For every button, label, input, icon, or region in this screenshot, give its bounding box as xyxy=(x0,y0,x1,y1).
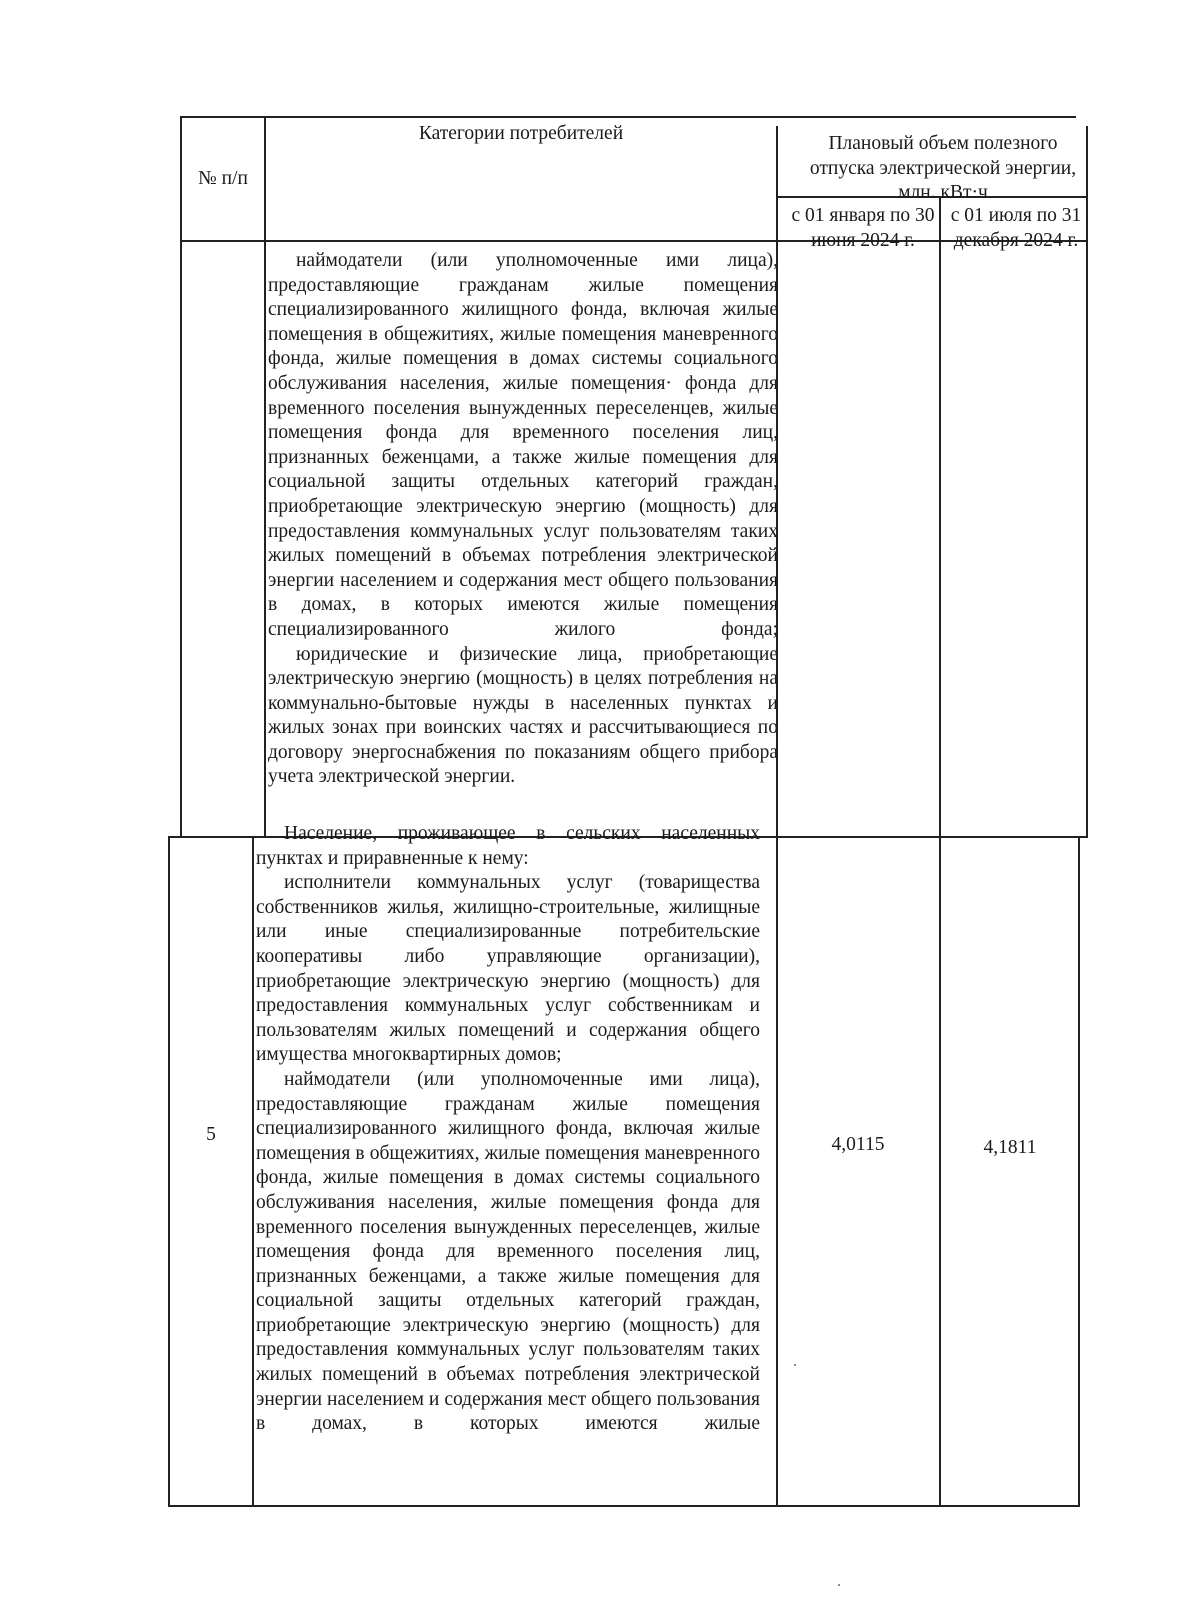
row-5-value-period-2: 4,1811 xyxy=(983,1136,1037,1158)
num-col-divider-lower xyxy=(252,836,254,1506)
header-period-2: с 01 июля по 31 декабря 2024 г. xyxy=(950,205,1082,251)
table-border-left-lower xyxy=(168,836,170,1506)
scan-speck xyxy=(794,1364,796,1366)
table-row-continuation xyxy=(268,249,778,790)
header-volume: Плановый объем полезного отпуска электрической энергии, млн. кВт·ч xyxy=(809,133,1077,204)
scan-speck xyxy=(838,1584,840,1586)
row2-paragraph-1: Население, проживающее в сельских населенных пунктах и приравненные к нему: xyxy=(256,823,760,869)
row2-paragraph-2: исполнители коммунальных услуг (товарищества собственников жилья, жилищно-строительные, жилищные или иные специализированные потребительские кооперативы либо управляющие организации), приобретающие электрическую энергию (мощность) для предоставления коммунальных услуг собственникам и пользователям жилых помещений и содержания общего имущества многоквартирных домов; xyxy=(256,872,760,1066)
header-period-1: с 01 января по 30 июня 2024 г. xyxy=(791,205,935,251)
table-border-right-lower xyxy=(1078,836,1080,1506)
header-category: Категории потребителей xyxy=(418,123,624,144)
table-row-5-category xyxy=(256,822,760,1437)
row1-paragraph-1: наймодатели (или уполномоченные ими лица), предоставляющие гражданам жилые помещения специализированного жилищного фонда, включая жилые помещения в общежитиях, жилые помещения маневренного фонда, жилые помещения в домах системы социального обслуживания населения, жилые помещения· фонда для временного поселения вынужденных переселенцев, жилые помещения фонда для временного поселения лиц, признанных беженцами, а также жилые помещения для социальной защиты отдельных категорий граждан, приобретающие электрическую энергию (мощность) для предоставления коммунальных услуг пользователям таких жилых помещений в объемах потребления электрической энергии населением и содержания мест общего пользования в домах, в которых имеются жилые помещения специализированного жилого фонда; xyxy=(268,250,778,640)
table-border-top xyxy=(180,116,1076,118)
row-5-value-period-1: 4,0115 xyxy=(831,1133,885,1155)
period-col-divider xyxy=(939,196,941,1506)
header-num: № п/п xyxy=(198,167,248,189)
row-number: 5 xyxy=(206,1123,216,1145)
table-border-bottom xyxy=(168,1505,1080,1507)
num-col-divider xyxy=(264,116,266,836)
row2-paragraph-3: наймодатели (или уполномоченные ими лица), предоставляющие гражданам жилые помещения специализированного жилищного фонда, включая жилые помещения в общежитиях, жилые помещения маневренного фонда, жилые помещения в домах системы социального обслуживания населения, жилые помещения фонда для временного поселения вынужденных переселенцев, жилые помещения фонда для временного поселения лиц, признанных беженцами, а также жилые помещения для социальной защиты отдельных категорий граждан, приобретающие электрическую энергию (мощность) для предоставления коммунальных услуг пользователям таких жилых помещений в объемах потребления электрической энергии населением и содержания мест общего пользования в домах, в которых имеются жилые xyxy=(256,1068,760,1435)
row1-paragraph-2: юридические и физические лица, приобретающие электрическую энергию (мощность) в целях потребления на коммунально-бытовые нужды в населенных пунктах и жилых зонах при воинских частях и рассчитывающиеся по договору энергоснабжения по показаниям общего прибора учета электрической энергии. xyxy=(268,643,778,788)
